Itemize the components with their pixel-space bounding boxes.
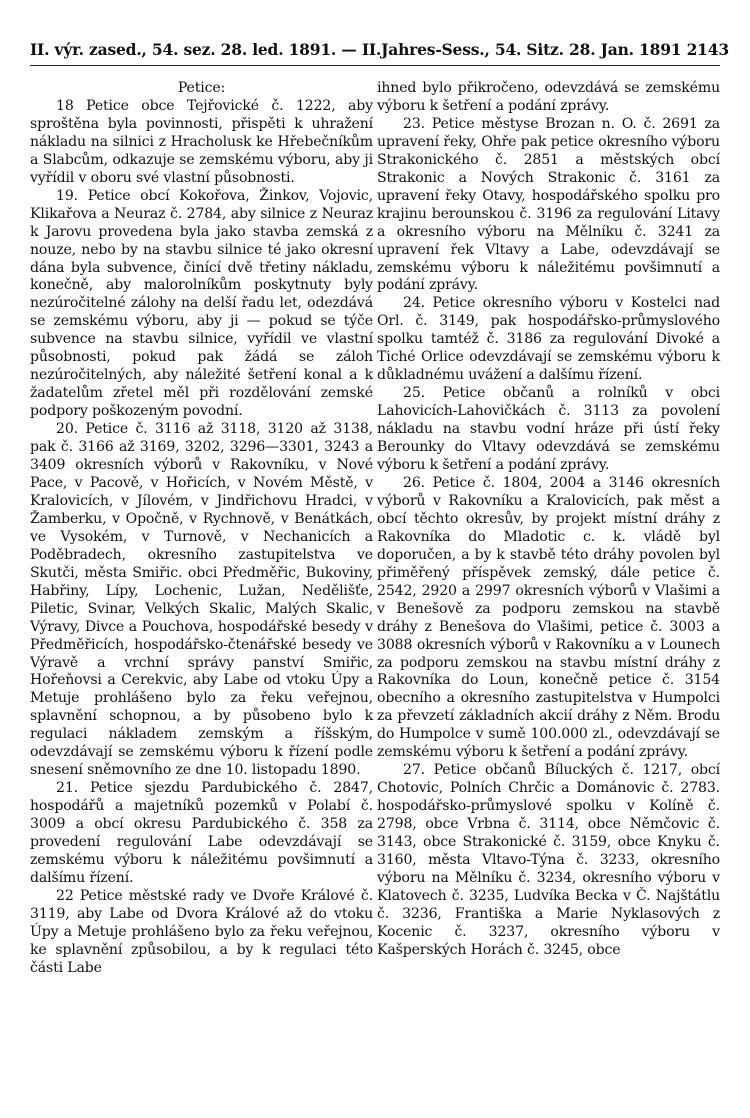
petition-22-continued: ihned bylo přikročeno, odevzdává se zemskému výboru k šetření a podání zprávy.: [377, 80, 720, 114]
left-column: [30, 80, 373, 978]
header-rule: [30, 65, 720, 66]
petition-21: 21. Petice sjezdu Pardubického č. 2847, hospodářů a majetníků pozemků v Polabí č. 3009 a obcí okresu Pardubického č. 358 za provedení regulování Labe odevzdávají se zemskému výboru k náležitému povšimnutí a dalšímu řízení.: [30, 780, 373, 886]
right-column: [377, 80, 720, 978]
petition-25: 25. Petice občanů a rolníků v obci Lahovicích-Lahovičkách č. 3113 za povolení nákladu na stavbu vodní hráze při ústí řeky Berounky do Vltavy odevzdává se zemskému výboru k šetření a podání zprávy.: [377, 385, 720, 474]
petition-24: 24. Petice okresního výboru v Kostelci nad Orl. č. 3149, pak hospodářsko-průmyslového spolku tamtéž č. 3186 za regulování Divoké a Tiché Orlice odevzdávají se zemskému výboru k důkladnému uvážení a dalšímu řízení.: [377, 295, 720, 384]
petition-22: 22 Petice městské rady ve Dvoře Králové č. 3119, aby Labe od Dvora Králové až do vtoku Úpy a Metuje prohlášeno bylo za řeku veřejnou, ke splavnění způsobilou, a by k regulaci této části Labe: [30, 887, 373, 976]
petition-27: 27. Petice občanů Bíluckých č. 1217, obcí Chotovic, Polních Chrčic a Dománovic č. 2783. hospodářsko-průmyslové spolku v Kolíně č. 2798, obce Vrbna č. 3114, obce Němčovic č. 3143, obce Strakonické č. 3159, obce Knyku č. 3160, města Vltavo-Týna č. 3233, okresního výboru na Mělníku č. 3234, okresního výboru v Klatovech č. 3235, Ludvíka Becka v Č. Najštátlu č. 3236, Františka a Marie Nyklasových z Kocenic č. 3237, okresního výboru v Kašperských Horách č. 3245, obce: [377, 762, 720, 958]
petition-20: 20. Petice č. 3116 až 3118, 3120 až 3138, pak č. 3166 až 3169, 3202, 3296—3301, 3243 a 3409 okresních výborů v Rakovníku, v Nové Pace, v Pacově, v Hořicích, v Novém Městě, v Kralovicích, v Jílovém, v Jindřichovu Hradci, v Žamberku, v Opočně, v Rychnově, v Benátkách, ve Vysokém, v Turnově, v Nechanicích a Poděbradech, okresního zastupitelstva ve Skutči, města Smiřic. obci Předměřic, Bukoviny, Habřiny, Lípy, Lochenic, Lužan, Nedělišťe, Piletic, Svinar, Velkých Skalic, Malých Skalic, Výravy, Divce a Pouchova, hospodářské besedy v Předměřicích, hospodářsko-čtenářské besedy ve Výravě a vrchní správy panství Smiřic, Hořeňovsi a Cerekvic, aby Labe od vtoku Úpy a Metuje prohlášeno bylo za řeku veřejnou, splavnění schopnou, a by působeno bylo k regulaci nákladem zemským a říšským, odevzdávají se zemskému výboru k řízení podle snesení sněmovního ze dne 10. listopadu 1890.: [30, 421, 373, 779]
petition-23: 23. Petice městyse Brozan n. O. č. 2691 za upravení řeky, Ohře pak petice okresního výboru Strakonického č. 2851 a městských obcí Strakonic a Nových Strakonic č. 3161 za upravení řeky Otavy, hospodářského spolku pro krajinu berounskou č. 3196 za regulování Litavy a okresního výboru na Mělníku č. 3241 za upravení řek Vltavy a Labe, odevzdávají se zemskému výboru k náležitému povšimnutí a podání zprávy.: [377, 115, 720, 294]
petition-26: 26. Petice č. 1804, 2004 a 3146 okresních výborů v Rakovníku a Kralovicích, pak měst a obcí těchto okresův, by projekt místní dráhy z Rakovníka do Mladotic c. k. vládě byl doporučen, a by k stavbě této dráhy povolen byl přiměřený příspěvek zemský, dále petice č. 2542, 2920 a 2997 okresních výborů v Vlašimi a v Benešově za podporu zemskou na stavbě dráhy z Benešova do Vlašimi, petice č. 3003 a 3088 okresních výborů v Rakovníku a v Lounech za podporu zemskou na stavbu místní dráhy z Rakovníka do Loun, konečně petice č. 3154 obecního a okresního zastupitelstva v Humpolci za převzetí základních akcií dráhy z Něm. Brodu do Humpolce v sumě 100.000 zl., odevzdávají se zemskému výboru k šetření a podání zprávy.: [377, 474, 720, 761]
section-heading: Petice:: [177, 80, 226, 96]
running-header: [30, 40, 729, 59]
header-left: II. výr. zased., 54. sez. 28. led. 1891. — II.: [30, 40, 382, 59]
petition-18: 18 Petice obce Tejřovické č. 1222, aby sproštěna byla povinnosti, přispěti k uhražení nákladu na silnici z Hracholusk ke Hřebečníkům a Slabcům, odkazuje se zemskému výboru, aby ji vyřídil v oboru své vlastní působnosti.: [30, 97, 373, 186]
petition-19: 19. Petice obcí Kokořova, Žinkov, Vojovic, Klikařova a Neuraz č. 2784, aby silnice z Neuraz k Jarovu provedena byla jako stavba zemská z nouze, nebo by na stavbu silnice té jako okresní dána byla subvence, činící dvě třetiny nákladu, konečně, aby malorolníkům poskytnuty byly nezúročitelné zálohy na delší řadu let, odezdává se zemskému výboru, aby ji — pokud se týče subvence na stavbu silnice, vyřídil ve vlastní působnosti, pokud pak žádá se záloh nezúročitelných, aby náležité šetření konal a k žadatelům zřetel měl při rozdělování zemské podpory poškozeným povodní.: [30, 187, 373, 420]
header-right: Jahres-Sess., 54. Sitz. 28. Jan. 1891 2143: [381, 40, 729, 59]
text-columns: [30, 80, 720, 978]
